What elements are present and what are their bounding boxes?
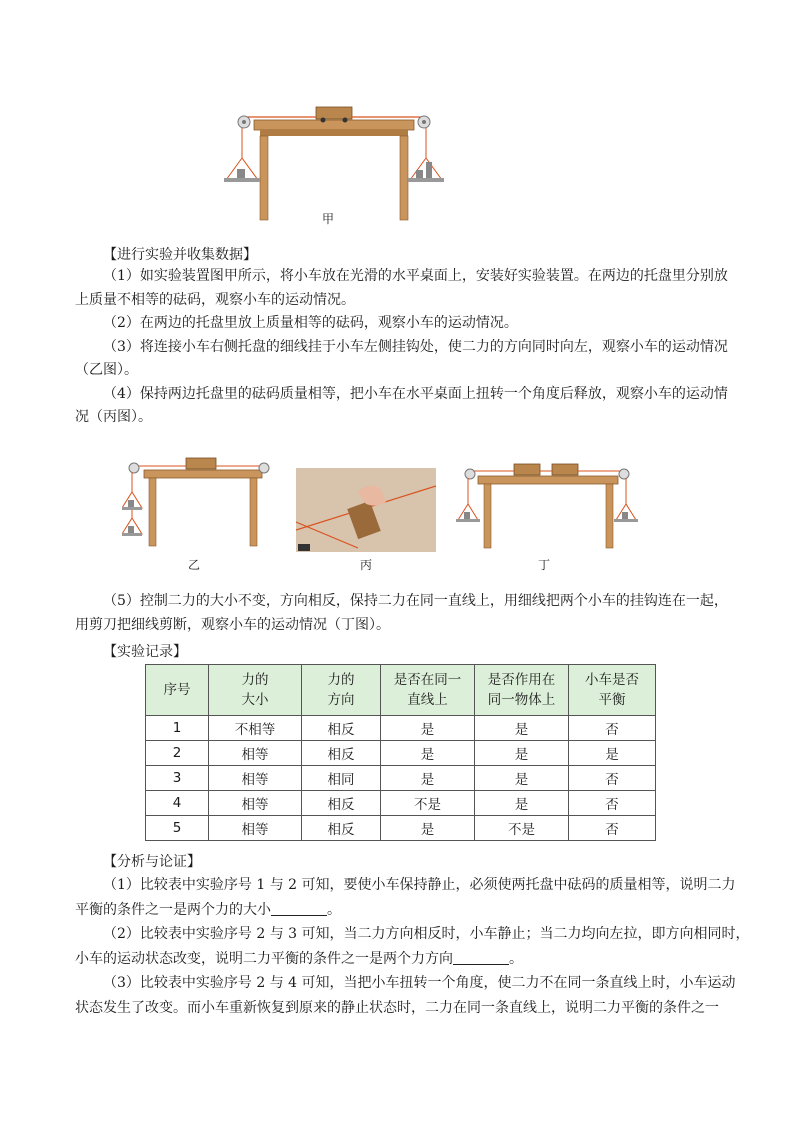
analysis-3-line-2: 状态发生了改变。而小车重新恢复到原来的静止状态时，二力在同一条直线上，说明二力平衡的条件之一 — [75, 999, 719, 1016]
table-header-row — [146, 665, 656, 716]
analysis-1-line-2 — [75, 898, 743, 923]
table-cell: 相等 — [209, 766, 302, 791]
table-cell: 相等 — [209, 741, 302, 766]
table-cell: 否 — [569, 716, 656, 741]
table-cell: 相反 — [302, 716, 381, 741]
header-cell: 是否在同一 直线上 — [381, 665, 475, 716]
table-cell: 否 — [569, 766, 656, 791]
table-cell: 4 — [146, 791, 209, 816]
section-title-analysis: 【分析与论证】 — [103, 854, 201, 870]
figure-jia-caption: 甲 — [322, 212, 335, 226]
table-row — [146, 741, 656, 766]
table-cell: 相等 — [209, 816, 302, 841]
table-cell: 是 — [475, 766, 569, 791]
section-title-procedure: 【进行实验并收集数据】 — [103, 247, 257, 263]
answer-blank-2[interactable] — [453, 950, 509, 965]
table-cell: 是 — [381, 741, 475, 766]
step-5 — [75, 590, 743, 637]
table-cell: 相反 — [302, 741, 381, 766]
analysis-1-text: 平衡的条件之一是两个力的大小 — [75, 901, 271, 918]
header-cell: 是否作用在 同一物体上 — [475, 665, 569, 716]
table-cell: 3 — [146, 766, 209, 791]
step-3-line-2: （乙图）。 — [75, 362, 138, 378]
step-1-line-2: 上质量不相等的砝码，观察小车的运动情况。 — [75, 291, 355, 308]
analysis-2-end: 。 — [509, 950, 523, 967]
step-4-line-1: （4）保持两边托盘里的砝码质量相等，把小车在水平桌面上扭转一个角度后释放，观察小车的运动情 — [103, 385, 728, 402]
header-cell: 力的 大小 — [209, 665, 302, 716]
table-cell: 否 — [569, 816, 656, 841]
step-4-line-2: 况（丙图）。 — [75, 409, 152, 425]
answer-blank-1[interactable] — [271, 901, 327, 916]
analysis-2-line-1: （2）比较表中实验序号 2 与 3 可知，当二力方向相反时，小车静止；当二力均向左拉，即方向相同时， — [103, 926, 750, 942]
figure-ding — [456, 458, 638, 550]
table-row — [146, 816, 656, 841]
section-title-record: 【实验记录】 — [103, 644, 187, 660]
table-cell: 是 — [475, 741, 569, 766]
table-cell: 5 — [146, 816, 209, 841]
analysis-2-line-2 — [75, 947, 743, 972]
table-cell: 是 — [381, 816, 475, 841]
table-cell: 相反 — [302, 816, 381, 841]
header-cell: 小车是否 平衡 — [569, 665, 656, 716]
table-cell: 相等 — [209, 791, 302, 816]
table-cell: 不相等 — [209, 716, 302, 741]
table-cell: 1 — [146, 716, 209, 741]
table-cell: 是 — [475, 716, 569, 741]
record-table — [145, 664, 656, 841]
table-cell: 是 — [569, 741, 656, 766]
figure-yi-caption: 乙 — [188, 558, 201, 572]
step-1-line-1: （1）如实验装置图甲所示，将小车放在光滑的水平桌面上，安装好实验装置。在两边的托盘里分别放 — [103, 268, 728, 284]
table-row — [146, 766, 656, 791]
table-cell: 相同 — [302, 766, 381, 791]
step-5-line-2: 用剪刀把细线剪断，观察小车的运动情况（丁图）。 — [75, 616, 390, 633]
analysis-3-line-1: （3）比较表中实验序号 2 与 4 可知，当把小车扭转一个角度，使二力不在同一条直线上时，小车运动 — [103, 975, 736, 991]
table-cell: 不是 — [475, 816, 569, 841]
table-cell: 不是 — [381, 791, 475, 816]
analysis-1-end: 。 — [327, 901, 341, 918]
figure-ding-caption: 丁 — [538, 558, 551, 572]
step-5-line-1: （5）控制二力的大小不变，方向相反，保持二力在同一直线上，用细线把两个小车的挂钩连在一起， — [103, 593, 728, 609]
figure-jia — [220, 98, 450, 224]
analysis-2-text: 小车的运动状态改变，说明二力平衡的条件之一是两个力方向 — [75, 950, 453, 967]
table-row — [146, 791, 656, 816]
table-cell: 是 — [381, 766, 475, 791]
figure-bing — [296, 468, 436, 552]
figure-yi — [122, 452, 272, 550]
table-cell: 是 — [475, 791, 569, 816]
table-cell: 否 — [569, 791, 656, 816]
step-2-line-1: （2）在两边的托盘里放上质量相等的砝码，观察小车的运动情况。 — [103, 315, 518, 331]
analysis-paragraphs — [75, 873, 750, 1020]
figure-bing-caption: 丙 — [360, 558, 373, 572]
table-cell: 相反 — [302, 791, 381, 816]
header-cell: 力的 方向 — [302, 665, 381, 716]
table-cell: 2 — [146, 741, 209, 766]
header-cell: 序号 — [146, 665, 209, 716]
procedure-steps — [75, 265, 743, 430]
table-row — [146, 716, 656, 741]
step-3-line-1: （3）将连接小车右侧托盘的细线挂于小车左侧挂钩处，使二力的方向同时向左，观察小车的运动情况 — [103, 338, 728, 355]
table-cell: 是 — [381, 716, 475, 741]
analysis-1-line-1: （1）比较表中实验序号 1 与 2 可知，要使小车保持静止，必须使两托盘中砝码的质量相等，说明二力 — [103, 877, 736, 893]
